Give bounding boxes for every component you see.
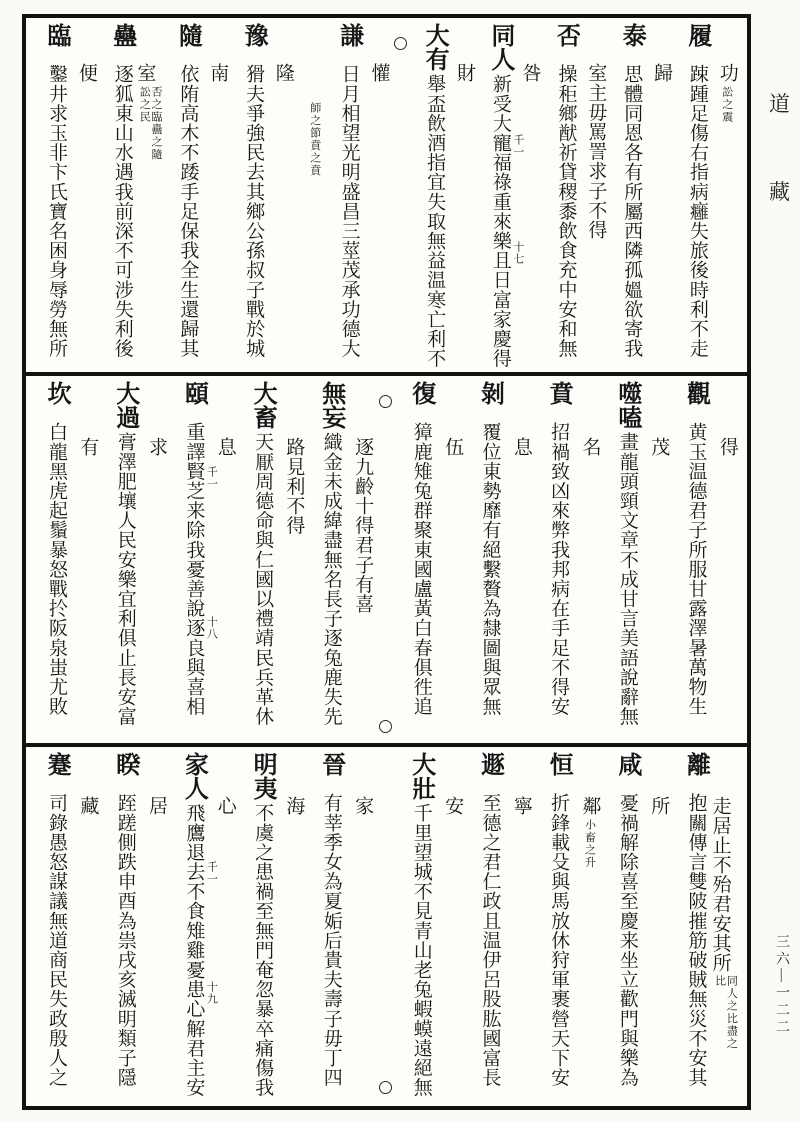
verse-continuation-column (211, 381, 235, 741)
hexagram-name: 隨 (174, 23, 201, 50)
verse-text: 獐鹿雉兔群聚東國盧黃白春俱徃追 (410, 422, 432, 716)
hexagram-name: 晉 (317, 752, 344, 779)
hexagram-name: 坎 (43, 381, 69, 408)
hexagram-name: 無妄 (317, 381, 344, 429)
verse-continuation-text: 安 (442, 796, 464, 816)
verse-continuation-text: 得 (716, 437, 738, 457)
separator-circle-icon (394, 37, 407, 50)
verse-text: 依陏高木不踒手足保我全生還歸其 (177, 64, 199, 358)
verse-continuation-text: 家 (352, 796, 374, 816)
verse-continuation-column (438, 381, 462, 741)
verse-text: 逐狐東山水遇我前深不可涉失利後 (111, 64, 133, 358)
verse-continuation-column (142, 381, 166, 741)
hexagram-name: 蹇 (43, 752, 69, 779)
hexagram-name: 同人 (486, 23, 513, 71)
cross-reference-column (297, 23, 323, 370)
verse-continuation-text: 伍 (442, 437, 464, 457)
cross-reference-note: 小畜之升 (583, 818, 596, 869)
hexagram-name: 離 (682, 752, 709, 779)
verse-continuation-text: 求 (146, 437, 168, 457)
hexagram-entry (34, 23, 68, 370)
collation-number-note: 千一 (205, 466, 218, 490)
verse-continuation-column (203, 23, 227, 370)
hexagram-entry (674, 381, 708, 741)
hexagram-entry (240, 381, 274, 741)
verse-text: 黄玉温德君子所服甘露澤暑萬物生 (685, 422, 707, 716)
hexagram-entry (467, 752, 501, 1102)
verse-continuation-column (644, 381, 668, 741)
verse-continuation-column (709, 752, 738, 1102)
verse-text: 司錄愚怒謀議無道商民失政殷人之 (46, 793, 67, 1087)
verse-continuation-text: 走居止不殆君安其所 (709, 796, 731, 973)
verse-text: 重譯賢芝来除我憂善說逐良與喜相 (183, 422, 205, 716)
hexagram-name: 觀 (682, 381, 709, 408)
collation-number-note: 千一 (205, 861, 218, 885)
verse-continuation-column (507, 752, 531, 1102)
cross-reference-note: 師之節賁之賁 (308, 102, 321, 177)
hexagram-entry (675, 23, 709, 370)
verse-text: 抱關傳言雙陂摧筋破賊無災不安其 (685, 793, 707, 1087)
verse-continuation-column (72, 23, 96, 370)
hexagram-name: 大畜 (249, 381, 276, 429)
register-middle (26, 376, 747, 747)
hexagram-name: 謙 (335, 23, 362, 50)
canon-title-dao: 道 (769, 92, 792, 116)
verse-continuation-text: 茂 (648, 437, 670, 457)
verse-continuation-column (73, 381, 97, 741)
verse-continuation-text: 路見利不得 (283, 437, 305, 535)
collation-number-note: 十九 (205, 981, 218, 1005)
verse-continuation-column (279, 381, 303, 741)
verse-continuation-text: 懽 (368, 63, 390, 83)
collation-number-note: 十八 (205, 616, 218, 640)
verse-continuation-text: 鄰 (579, 796, 601, 816)
section-separator-column (392, 23, 408, 370)
verse-text: 跮蹉側跌申酉為祟戌亥滅明類子隱 (114, 793, 136, 1087)
hexagram-name: 大壯 (407, 752, 434, 800)
page-number: 三六—一二二 (774, 934, 789, 1036)
verse-text: 天厭周德命與仁國以禮靖民兵革休 (252, 432, 274, 726)
hexagram-entry (412, 23, 446, 370)
hexagram-entry (478, 23, 524, 370)
hexagram-name: 否 (552, 23, 579, 50)
verse-text: 至德之君仁政且温伊呂股肱國富長 (479, 793, 501, 1087)
hexagram-entry (100, 23, 134, 370)
verse-text: 猾夫爭強民去其鄉公孫叔子戰於城 (243, 64, 265, 358)
separator-circle-icon (379, 395, 392, 408)
verse-continuation-column (713, 381, 737, 741)
verse-continuation-column (450, 23, 474, 370)
verse-continuation-text: 便 (75, 63, 97, 83)
hexagram-entry (165, 23, 199, 370)
hexagram-entry (544, 23, 578, 370)
hexagram-name: 履 (683, 23, 710, 50)
verse-text: 有莘季女為夏姤后貴夫壽子毋丁四 (320, 793, 342, 1087)
verse-continuation-text: 財 (453, 63, 475, 83)
verse-continuation-column (438, 752, 462, 1102)
hexagram-entry (536, 381, 570, 741)
verse-continuation-column (576, 381, 600, 741)
verse-text: 覆位東勢靡有絕繫贅為隸圖與眾無 (479, 422, 501, 716)
hexagram-name: 蠱 (108, 23, 135, 50)
verse-text: 思體同恩各有所屬西隣孤媼欲寄我 (621, 64, 643, 358)
verse-continuation-text: 藏 (77, 796, 99, 816)
hexagram-entry (467, 381, 501, 741)
hexagram-entry (171, 381, 218, 741)
canon-title-zang: 藏 (769, 180, 792, 204)
verse-continuation-column (269, 23, 293, 370)
hexagram-name: 恒 (545, 752, 572, 779)
verse-continuation-text: 所 (648, 796, 670, 816)
hexagram-name: 頤 (180, 381, 207, 408)
hexagram-entry (399, 381, 433, 741)
section-separator-column (377, 381, 393, 741)
verse-continuation-column (211, 752, 235, 1102)
collation-number-note: 千一 (511, 134, 524, 158)
verse-continuation-text: 隆 (272, 63, 294, 83)
verse-text: 膏澤肥壤人民安樂宜利俱止長安富 (114, 432, 136, 726)
verse-text: 操秬鄉猷祈貸稷黍飲食充中安和無 (555, 64, 577, 358)
hexagram-entry (103, 381, 137, 741)
verse-continuation-column (279, 752, 303, 1102)
cross-reference-note: 訟之震 (720, 85, 733, 124)
verse-continuation-text: 名 (579, 437, 601, 457)
verse-continuation-text: 息 (214, 437, 236, 457)
verse-text: 憂禍解除喜至慶来坐立歡門與樂為 (616, 793, 638, 1087)
verse-continuation-text: 功 (716, 63, 738, 83)
hexagram-entry (605, 381, 639, 741)
verse-continuation-column (516, 23, 540, 370)
hexagram-name: 遯 (476, 752, 503, 779)
hexagram-entry (399, 752, 433, 1102)
text-border-frame (22, 14, 751, 1110)
collation-number-note: 十七 (511, 241, 524, 265)
hexagram-entry (34, 381, 68, 741)
hexagram-name: 睽 (111, 752, 138, 779)
hexagram-entry (327, 23, 361, 370)
hexagram-name: 咸 (613, 752, 640, 779)
verse-continuation-text: 逐九齡十得君子有喜 (352, 437, 374, 614)
verse-continuation-text: 心 (214, 796, 236, 816)
hexagram-name: 賁 (545, 381, 572, 408)
verse-text: 白龍黑虎起鬚暴怒戰扵阪泉蚩尤敗 (46, 422, 67, 716)
hexagram-name: 泰 (618, 23, 645, 50)
verse-continuation-text: 南 (207, 63, 229, 83)
verse-continuation-text: 歸 (651, 63, 673, 83)
verse-continuation-column (348, 381, 372, 741)
verse-continuation-column (647, 23, 671, 370)
verse-text: 招禍致凶來弊我邦病在手足不得安 (548, 422, 570, 716)
hexagram-name: 復 (407, 381, 434, 408)
hexagram-entry (240, 752, 274, 1102)
register-top (26, 18, 747, 376)
verse-continuation-text: 海 (283, 796, 305, 816)
hexagram-name: 剝 (476, 381, 503, 408)
verse-continuation-text: 室 (134, 63, 156, 83)
hexagram-name: 家人 (180, 752, 207, 800)
verse-continuation-text: 息 (510, 437, 532, 457)
verse-text: 日月相望光明盛昌三莖茂承功德大 (338, 64, 360, 358)
verse-continuation-column (644, 752, 668, 1102)
verse-continuation-column (348, 752, 372, 1102)
verse-continuation-text: 有 (77, 437, 99, 457)
section-separator-column (377, 752, 393, 1102)
hexagram-name: 大過 (111, 381, 138, 429)
hexagram-entry (34, 752, 68, 1102)
verse-continuation-column (134, 23, 163, 370)
hexagram-entry (609, 23, 643, 370)
verse-text: 舉盃飲酒指宜失取無益温寒亡利不 (424, 74, 446, 368)
verse-continuation-column (576, 752, 600, 1102)
hexagram-name: 噬嗑 (613, 381, 640, 429)
separator-circle-icon (379, 720, 392, 733)
hexagram-entry (103, 752, 137, 1102)
verse-continuation-column (73, 752, 97, 1102)
separator-circle-icon (379, 1081, 392, 1094)
verse-text: 新受大寵福祿重來樂且日富家慶得 (489, 74, 511, 368)
hexagram-entry (309, 752, 343, 1102)
verse-continuation-text: 咎 (519, 63, 541, 83)
hexagram-entry (309, 381, 343, 741)
verse-continuation-column (142, 752, 166, 1102)
cross-reference-note: 否之臨蠱之隨 訟之民 (138, 85, 163, 161)
verse-text: 不虞之患禍至無門奄忽暴卒痛傷我 (252, 803, 274, 1097)
hexagram-entry (536, 752, 570, 1102)
verse-text: 畫龍頭頸文章不成甘言美語說辭無 (616, 432, 638, 726)
hexagram-name: 明夷 (249, 752, 276, 800)
verse-text: 織金未成緯盡無名長子逐兔鹿失先 (320, 432, 342, 726)
verse-text: 飛鷹退去不食雉雞憂患心解君主安 (183, 803, 205, 1097)
verse-continuation-column (507, 381, 531, 741)
verse-continuation-column (713, 23, 737, 370)
hexagram-name: 豫 (240, 23, 267, 50)
verse-continuation-text: 寧 (510, 796, 532, 816)
verse-text: 千里望城不見青山老兔蝦蟆遠絕無 (410, 803, 432, 1097)
register-bottom (26, 747, 747, 1104)
verse-continuation-text: 居 (146, 796, 168, 816)
verse-continuation-text: 室主毋罵詈求子不得 (585, 63, 607, 240)
verse-text: 折鋒載殳與馬放休狩軍裹營天下安 (548, 793, 570, 1087)
hexagram-name: 臨 (43, 23, 69, 50)
hexagram-name: 大有 (421, 23, 448, 71)
hexagram-entry (605, 752, 639, 1102)
verse-continuation-column (364, 23, 388, 370)
verse-text: 踈踵足傷右指病癰失旅後時利不走 (686, 64, 708, 358)
cross-reference-note: 同人之比盡之 比 (713, 975, 738, 1051)
verse-text: 鑿井求玉非卞氏寶名困身辱勞無所 (46, 64, 67, 358)
hexagram-entry (674, 752, 708, 1102)
verse-continuation-column (581, 23, 605, 370)
hexagram-entry (171, 752, 218, 1102)
hexagram-entry (231, 23, 265, 370)
